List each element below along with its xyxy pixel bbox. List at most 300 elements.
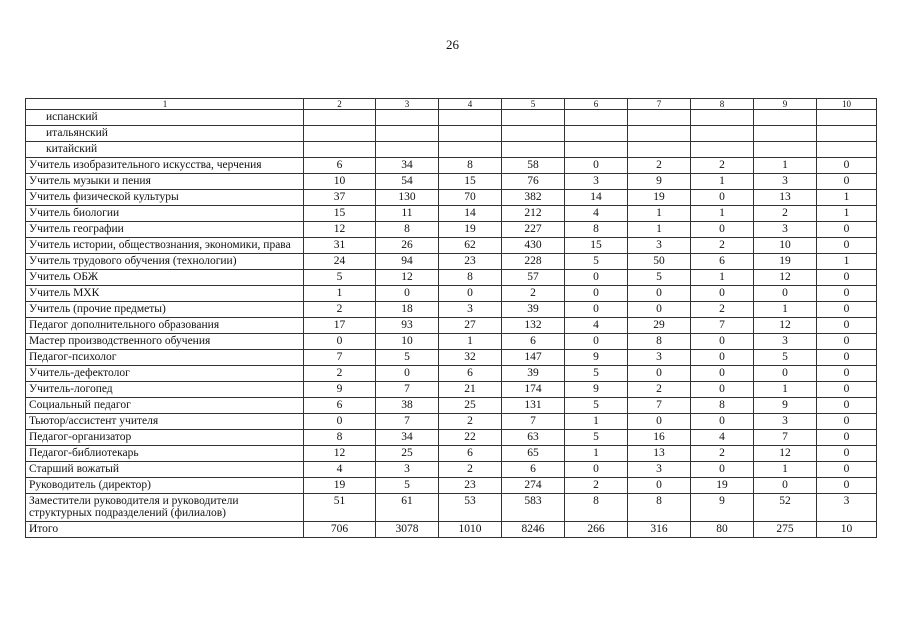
cell-col-10: 0 xyxy=(817,398,877,414)
table-row xyxy=(26,318,877,334)
cell-col-4: 21 xyxy=(439,382,502,398)
cell-col-4: 2 xyxy=(439,414,502,430)
row-label: Учитель (прочие предметы) xyxy=(26,302,304,318)
cell-col-3: 34 xyxy=(376,158,439,174)
cell-col-10 xyxy=(817,126,877,142)
cell-col-8: 1 xyxy=(691,270,754,286)
cell-col-7: 2 xyxy=(628,382,691,398)
cell-col-7: 50 xyxy=(628,254,691,270)
cell-col-2: 2 xyxy=(304,302,376,318)
cell-col-7: 13 xyxy=(628,446,691,462)
table-row xyxy=(26,222,877,238)
cell-col-6: 8 xyxy=(565,494,628,522)
cell-col-6: 0 xyxy=(565,462,628,478)
cell-col-3: 61 xyxy=(376,494,439,522)
cell-col-2: 4 xyxy=(304,462,376,478)
table-row xyxy=(26,174,877,190)
cell-col-6: 2 xyxy=(565,478,628,494)
cell-col-7 xyxy=(628,110,691,126)
cell-col-5 xyxy=(502,142,565,158)
cell-col-10: 0 xyxy=(817,446,877,462)
cell-col-5: 6 xyxy=(502,334,565,350)
cell-col-3: 0 xyxy=(376,286,439,302)
cell-col-7: 0 xyxy=(628,366,691,382)
cell-col-10: 0 xyxy=(817,414,877,430)
cell-col-5: 63 xyxy=(502,430,565,446)
cell-col-9: 0 xyxy=(754,478,817,494)
cell-col-4: 53 xyxy=(439,494,502,522)
cell-col-4: 70 xyxy=(439,190,502,206)
cell-col-4: 19 xyxy=(439,222,502,238)
cell-col-3 xyxy=(376,126,439,142)
column-number-9: 9 xyxy=(754,99,817,110)
cell-col-5: 132 xyxy=(502,318,565,334)
cell-col-8: 4 xyxy=(691,430,754,446)
cell-col-7: 0 xyxy=(628,302,691,318)
cell-col-9 xyxy=(754,126,817,142)
row-label: Учитель физической культуры xyxy=(26,190,304,206)
table-row xyxy=(26,302,877,318)
cell-col-6: 14 xyxy=(565,190,628,206)
row-label: Учитель-дефектолог xyxy=(26,366,304,382)
cell-col-7: 3 xyxy=(628,462,691,478)
table-row xyxy=(26,190,877,206)
cell-col-2: 12 xyxy=(304,222,376,238)
cell-col-6: 0 xyxy=(565,286,628,302)
cell-col-9: 12 xyxy=(754,318,817,334)
cell-col-2: 6 xyxy=(304,158,376,174)
table-row xyxy=(26,254,877,270)
cell-col-10: 1 xyxy=(817,254,877,270)
cell-col-2: 51 xyxy=(304,494,376,522)
cell-col-10: 0 xyxy=(817,270,877,286)
cell-col-8 xyxy=(691,142,754,158)
row-label: Учитель трудового обучения (технологии) xyxy=(26,254,304,270)
cell-col-8: 8 xyxy=(691,398,754,414)
cell-col-10: 0 xyxy=(817,366,877,382)
cell-col-10: 0 xyxy=(817,462,877,478)
cell-col-8: 0 xyxy=(691,382,754,398)
cell-col-3: 0 xyxy=(376,366,439,382)
column-number-7: 7 xyxy=(628,99,691,110)
cell-col-4: 15 xyxy=(439,174,502,190)
table-row xyxy=(26,350,877,366)
cell-col-7: 0 xyxy=(628,414,691,430)
cell-col-3: 3 xyxy=(376,462,439,478)
cell-col-10: 3 xyxy=(817,494,877,522)
cell-col-3 xyxy=(376,142,439,158)
row-label: испанский xyxy=(26,110,304,126)
cell-col-2: 17 xyxy=(304,318,376,334)
cell-col-7: 9 xyxy=(628,174,691,190)
column-number-8: 8 xyxy=(691,99,754,110)
cell-col-9: 13 xyxy=(754,190,817,206)
cell-col-9: 3 xyxy=(754,334,817,350)
cell-col-3: 25 xyxy=(376,446,439,462)
cell-col-3: 18 xyxy=(376,302,439,318)
cell-col-10: 0 xyxy=(817,350,877,366)
cell-col-4 xyxy=(439,110,502,126)
cell-col-4: 8 xyxy=(439,270,502,286)
cell-col-6: 0 xyxy=(565,334,628,350)
cell-col-3: 38 xyxy=(376,398,439,414)
cell-col-8: 0 xyxy=(691,190,754,206)
cell-col-10: 0 xyxy=(817,318,877,334)
cell-col-2: 9 xyxy=(304,382,376,398)
cell-col-5: 212 xyxy=(502,206,565,222)
page-number: 26 xyxy=(446,37,459,52)
cell-col-3: 54 xyxy=(376,174,439,190)
cell-col-7: 3 xyxy=(628,238,691,254)
cell-col-9: 3 xyxy=(754,414,817,430)
cell-col-10: 1 xyxy=(817,190,877,206)
cell-col-4: 27 xyxy=(439,318,502,334)
cell-col-2: 8 xyxy=(304,430,376,446)
cell-col-9: 3 xyxy=(754,174,817,190)
cell-col-8: 7 xyxy=(691,318,754,334)
cell-col-3: 10 xyxy=(376,334,439,350)
cell-col-4: 62 xyxy=(439,238,502,254)
row-label: Учитель ОБЖ xyxy=(26,270,304,286)
cell-col-5: 274 xyxy=(502,478,565,494)
cell-col-6: 1 xyxy=(565,414,628,430)
row-label: Учитель истории, обществознания, экономики, права xyxy=(26,238,304,254)
cell-col-8: 0 xyxy=(691,462,754,478)
cell-col-10: 0 xyxy=(817,478,877,494)
cell-col-3: 93 xyxy=(376,318,439,334)
cell-col-9: 1 xyxy=(754,382,817,398)
cell-col-5: 2 xyxy=(502,286,565,302)
table-row xyxy=(26,366,877,382)
table-row xyxy=(26,430,877,446)
cell-col-6: 0 xyxy=(565,158,628,174)
column-number-6: 6 xyxy=(565,99,628,110)
cell-col-4: 2 xyxy=(439,462,502,478)
cell-col-2: 0 xyxy=(304,334,376,350)
column-number-2: 2 xyxy=(304,99,376,110)
cell-col-7: 16 xyxy=(628,430,691,446)
column-number-10: 10 xyxy=(817,99,877,110)
table-row xyxy=(26,110,877,126)
cell-col-7: 1 xyxy=(628,222,691,238)
cell-col-7: 3 xyxy=(628,350,691,366)
cell-col-2: 15 xyxy=(304,206,376,222)
cell-col-9: 2 xyxy=(754,206,817,222)
cell-col-7: 29 xyxy=(628,318,691,334)
row-label: Мастер производственного обучения xyxy=(26,334,304,350)
cell-col-4 xyxy=(439,142,502,158)
cell-col-6: 4 xyxy=(565,206,628,222)
cell-col-2: 10 xyxy=(304,174,376,190)
cell-col-9: 275 xyxy=(754,522,817,538)
row-label: Итого xyxy=(26,522,304,538)
cell-col-2: 5 xyxy=(304,270,376,286)
cell-col-7: 8 xyxy=(628,334,691,350)
row-label: Учитель географии xyxy=(26,222,304,238)
cell-col-6: 0 xyxy=(565,270,628,286)
cell-col-5: 382 xyxy=(502,190,565,206)
table-row xyxy=(26,446,877,462)
row-label: Учитель музыки и пения xyxy=(26,174,304,190)
cell-col-3: 5 xyxy=(376,350,439,366)
cell-col-3: 34 xyxy=(376,430,439,446)
cell-col-8: 2 xyxy=(691,158,754,174)
cell-col-2: 7 xyxy=(304,350,376,366)
cell-col-9: 1 xyxy=(754,302,817,318)
cell-col-3: 11 xyxy=(376,206,439,222)
cell-col-9: 0 xyxy=(754,366,817,382)
cell-col-5: 6 xyxy=(502,462,565,478)
cell-col-4: 0 xyxy=(439,286,502,302)
cell-col-10: 0 xyxy=(817,174,877,190)
cell-col-8 xyxy=(691,110,754,126)
cell-col-7: 316 xyxy=(628,522,691,538)
cell-col-8: 9 xyxy=(691,494,754,522)
cell-col-8: 0 xyxy=(691,414,754,430)
cell-col-9: 10 xyxy=(754,238,817,254)
cell-col-2 xyxy=(304,110,376,126)
column-number-1: 1 xyxy=(26,99,304,110)
cell-col-2: 2 xyxy=(304,366,376,382)
cell-col-9: 1 xyxy=(754,462,817,478)
cell-col-2 xyxy=(304,126,376,142)
cell-col-2: 0 xyxy=(304,414,376,430)
cell-col-10: 0 xyxy=(817,382,877,398)
cell-col-10: 0 xyxy=(817,158,877,174)
row-label: Социальный педагог xyxy=(26,398,304,414)
cell-col-10: 0 xyxy=(817,334,877,350)
cell-col-4: 6 xyxy=(439,366,502,382)
table-row xyxy=(26,286,877,302)
table-row xyxy=(26,478,877,494)
table-row xyxy=(26,270,877,286)
cell-col-3: 94 xyxy=(376,254,439,270)
column-number-3: 3 xyxy=(376,99,439,110)
cell-col-4: 14 xyxy=(439,206,502,222)
cell-col-5: 228 xyxy=(502,254,565,270)
row-label: Педагог-организатор xyxy=(26,430,304,446)
cell-col-10: 0 xyxy=(817,302,877,318)
table-row xyxy=(26,206,877,222)
table-row xyxy=(26,522,877,538)
table-body xyxy=(26,99,877,538)
table-row xyxy=(26,334,877,350)
cell-col-10 xyxy=(817,110,877,126)
cell-col-7: 7 xyxy=(628,398,691,414)
cell-col-8: 2 xyxy=(691,238,754,254)
cell-col-6: 0 xyxy=(565,302,628,318)
cell-col-6: 9 xyxy=(565,350,628,366)
cell-col-10: 1 xyxy=(817,206,877,222)
cell-col-6: 5 xyxy=(565,254,628,270)
cell-col-4: 32 xyxy=(439,350,502,366)
cell-col-6: 15 xyxy=(565,238,628,254)
cell-col-8: 6 xyxy=(691,254,754,270)
cell-col-3 xyxy=(376,110,439,126)
cell-col-7: 5 xyxy=(628,270,691,286)
cell-col-2 xyxy=(304,142,376,158)
cell-col-8: 80 xyxy=(691,522,754,538)
row-label: Педагог дополнительного образования xyxy=(26,318,304,334)
cell-col-7: 2 xyxy=(628,158,691,174)
cell-col-7: 0 xyxy=(628,478,691,494)
cell-col-7 xyxy=(628,142,691,158)
cell-col-5: 58 xyxy=(502,158,565,174)
cell-col-8: 2 xyxy=(691,302,754,318)
table-row xyxy=(26,158,877,174)
cell-col-7 xyxy=(628,126,691,142)
cell-col-8 xyxy=(691,126,754,142)
cell-col-9: 9 xyxy=(754,398,817,414)
cell-col-10: 0 xyxy=(817,238,877,254)
cell-col-6: 1 xyxy=(565,446,628,462)
cell-col-6: 4 xyxy=(565,318,628,334)
table-header-row xyxy=(26,99,877,110)
cell-col-9 xyxy=(754,142,817,158)
cell-col-5: 583 xyxy=(502,494,565,522)
cell-col-2: 6 xyxy=(304,398,376,414)
cell-col-2: 24 xyxy=(304,254,376,270)
cell-col-4: 6 xyxy=(439,446,502,462)
cell-col-8: 0 xyxy=(691,286,754,302)
row-label: Руководитель (директор) xyxy=(26,478,304,494)
cell-col-5: 65 xyxy=(502,446,565,462)
row-label: Старший вожатый xyxy=(26,462,304,478)
table-row xyxy=(26,382,877,398)
cell-col-10: 0 xyxy=(817,286,877,302)
cell-col-4 xyxy=(439,126,502,142)
cell-col-8: 1 xyxy=(691,206,754,222)
cell-col-9: 3 xyxy=(754,222,817,238)
cell-col-6: 5 xyxy=(565,398,628,414)
cell-col-2: 706 xyxy=(304,522,376,538)
cell-col-4: 22 xyxy=(439,430,502,446)
cell-col-6 xyxy=(565,110,628,126)
cell-col-3: 7 xyxy=(376,414,439,430)
cell-col-5: 430 xyxy=(502,238,565,254)
cell-col-6 xyxy=(565,142,628,158)
cell-col-2: 31 xyxy=(304,238,376,254)
cell-col-7: 0 xyxy=(628,286,691,302)
row-label: Педагог-психолог xyxy=(26,350,304,366)
cell-col-5 xyxy=(502,110,565,126)
cell-col-4: 1010 xyxy=(439,522,502,538)
cell-col-5: 39 xyxy=(502,366,565,382)
row-label: Учитель МХК xyxy=(26,286,304,302)
cell-col-4: 1 xyxy=(439,334,502,350)
cell-col-3: 5 xyxy=(376,478,439,494)
cell-col-5: 227 xyxy=(502,222,565,238)
statistics-table xyxy=(25,98,877,538)
cell-col-5: 76 xyxy=(502,174,565,190)
table-row xyxy=(26,126,877,142)
cell-col-5: 147 xyxy=(502,350,565,366)
cell-col-4: 8 xyxy=(439,158,502,174)
cell-col-8: 19 xyxy=(691,478,754,494)
cell-col-9: 19 xyxy=(754,254,817,270)
cell-col-9: 12 xyxy=(754,270,817,286)
table-row xyxy=(26,414,877,430)
cell-col-6: 5 xyxy=(565,430,628,446)
cell-col-10 xyxy=(817,142,877,158)
row-label: итальянский xyxy=(26,126,304,142)
row-label: Учитель изобразительного искусства, черчения xyxy=(26,158,304,174)
cell-col-8: 2 xyxy=(691,446,754,462)
cell-col-4: 23 xyxy=(439,254,502,270)
cell-col-10: 10 xyxy=(817,522,877,538)
cell-col-2: 19 xyxy=(304,478,376,494)
cell-col-5: 174 xyxy=(502,382,565,398)
column-number-4: 4 xyxy=(439,99,502,110)
cell-col-3: 130 xyxy=(376,190,439,206)
cell-col-8: 0 xyxy=(691,334,754,350)
cell-col-4: 25 xyxy=(439,398,502,414)
cell-col-9 xyxy=(754,110,817,126)
table-row xyxy=(26,494,877,522)
cell-col-6: 3 xyxy=(565,174,628,190)
cell-col-8: 0 xyxy=(691,366,754,382)
cell-col-9: 12 xyxy=(754,446,817,462)
cell-col-5: 7 xyxy=(502,414,565,430)
cell-col-10: 0 xyxy=(817,430,877,446)
cell-col-5 xyxy=(502,126,565,142)
table-row xyxy=(26,238,877,254)
cell-col-8: 0 xyxy=(691,350,754,366)
cell-col-9: 1 xyxy=(754,158,817,174)
cell-col-5: 57 xyxy=(502,270,565,286)
row-label: Заместители руководителя и руководители структурных подразделений (филиалов) xyxy=(26,494,304,522)
cell-col-7: 8 xyxy=(628,494,691,522)
cell-col-2: 1 xyxy=(304,286,376,302)
cell-col-2: 12 xyxy=(304,446,376,462)
cell-col-2: 37 xyxy=(304,190,376,206)
cell-col-5: 8246 xyxy=(502,522,565,538)
cell-col-6: 266 xyxy=(565,522,628,538)
row-label: Тьютор/ассистент учителя xyxy=(26,414,304,430)
row-label: китайский xyxy=(26,142,304,158)
cell-col-6: 5 xyxy=(565,366,628,382)
table-row xyxy=(26,462,877,478)
row-label: Педагог-библиотекарь xyxy=(26,446,304,462)
cell-col-9: 7 xyxy=(754,430,817,446)
cell-col-7: 1 xyxy=(628,206,691,222)
cell-col-9: 5 xyxy=(754,350,817,366)
row-label: Учитель биологии xyxy=(26,206,304,222)
cell-col-3: 12 xyxy=(376,270,439,286)
cell-col-4: 23 xyxy=(439,478,502,494)
cell-col-10: 0 xyxy=(817,222,877,238)
row-label: Учитель-логопед xyxy=(26,382,304,398)
cell-col-5: 39 xyxy=(502,302,565,318)
cell-col-4: 3 xyxy=(439,302,502,318)
cell-col-7: 19 xyxy=(628,190,691,206)
cell-col-6 xyxy=(565,126,628,142)
cell-col-3: 26 xyxy=(376,238,439,254)
table-row xyxy=(26,142,877,158)
cell-col-9: 52 xyxy=(754,494,817,522)
cell-col-3: 3078 xyxy=(376,522,439,538)
cell-col-3: 7 xyxy=(376,382,439,398)
cell-col-8: 0 xyxy=(691,222,754,238)
cell-col-6: 9 xyxy=(565,382,628,398)
column-number-5: 5 xyxy=(502,99,565,110)
table-row xyxy=(26,398,877,414)
cell-col-9: 0 xyxy=(754,286,817,302)
cell-col-5: 131 xyxy=(502,398,565,414)
cell-col-8: 1 xyxy=(691,174,754,190)
cell-col-6: 8 xyxy=(565,222,628,238)
cell-col-3: 8 xyxy=(376,222,439,238)
